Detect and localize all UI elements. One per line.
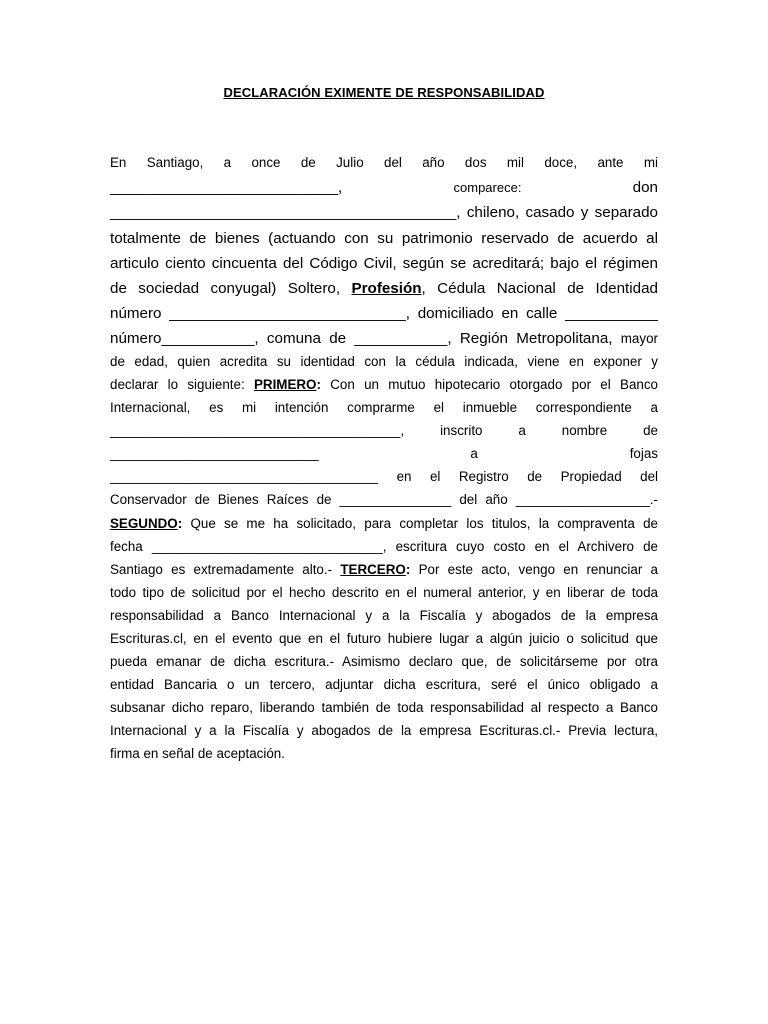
text-line-14: ____________________________________ en el Registro de Propiedad del	[110, 469, 658, 484]
profession-field-label: Profesión	[351, 280, 422, 297]
clause-tercero-label: TERCERO	[340, 562, 406, 577]
text-line-26: firma en señal de aceptación.	[110, 746, 285, 761]
text-line-18: Santiago es extremadamente alto.- TERCERO: Por este acto, vengo en renunciar a	[110, 562, 659, 577]
text-line-11: Internacional, es mi intención comprarme el inmueble correspondiente a	[110, 400, 658, 415]
text-line-3: _________________________________________, chileno, casado y separado	[110, 204, 658, 221]
text-line-15: Conservador de Bienes Raíces de _______________ del año __________________.-	[110, 492, 658, 507]
document-title: DECLARACIÓN EXIMENTE DE RESPONSABILIDAD	[223, 85, 545, 100]
text-line-1	[110, 156, 658, 169]
text-line-4: totalmente de bienes (actuando con su patrimonio reservado de acuerdo al	[110, 230, 658, 247]
text-line-23: entidad Bancaria o un tercero, adjuntar dicha escritura, seré el único obligado a	[110, 677, 658, 692]
text-line-20: responsabilidad a Banco Internacional y a la Fiscalía y abogados de la empresa	[110, 608, 658, 623]
text-line-8: número___________, comuna de ___________, Región Metropolitana, mayor	[110, 330, 658, 347]
text-line-6: de sociedad conyugal) Soltero, Profesión, Cédula Nacional de Identidad	[110, 280, 658, 297]
text-segment: En Santiago, a once de Julio del año dos mil doce, ante mi	[110, 155, 658, 170]
text-line-7: número ____________________________, domiciliado en calle ___________	[110, 305, 658, 322]
text-line-13: ____________________________ a fojas	[110, 446, 658, 461]
text-line-21: Escrituras.cl, en el evento que en el futuro hubiere lugar a algún juicio o solicitud que	[110, 631, 658, 646]
clause-segundo-label: SEGUNDO	[110, 516, 178, 531]
text-line-5: articulo ciento cincuenta del Código Civil, según se acreditará; bajo el régimen	[110, 255, 658, 272]
text-line-16: SEGUNDO: Que se me ha solicitado, para completar los titulos, la compraventa de	[110, 516, 658, 531]
text-line-19: todo tipo de solicitud por el hecho descrito en el numeral anterior, y en liberar de toda	[110, 585, 658, 600]
text-line-25: Internacional y a la Fiscalía y abogados de la empresa Escrituras.cl.- Previa lectura,	[110, 723, 658, 738]
text-line-17: fecha _______________________________, escritura cuyo costo en el Archivero de	[110, 539, 658, 554]
text-line-2: ___________________________, comparece: don	[110, 179, 659, 196]
text-line-10: declarar lo siguiente: PRIMERO: Con un mutuo hipotecario otorgado por el Banco	[110, 377, 658, 392]
text-line-12: _______________________________________, inscrito a nombre de	[110, 423, 658, 438]
text-line-22: pueda emanar de dicha escritura.- Asimismo declaro que, de solicitárseme por otra	[110, 654, 658, 669]
text-line-24: subsanar dicho reparo, liberando también de toda responsabilidad al respecto a Banco	[110, 700, 658, 715]
text-line-9: de edad, quien acredita su identidad con la cédula indicada, viene en exponer y	[110, 354, 658, 369]
clause-primero-label: PRIMERO	[253, 377, 317, 392]
